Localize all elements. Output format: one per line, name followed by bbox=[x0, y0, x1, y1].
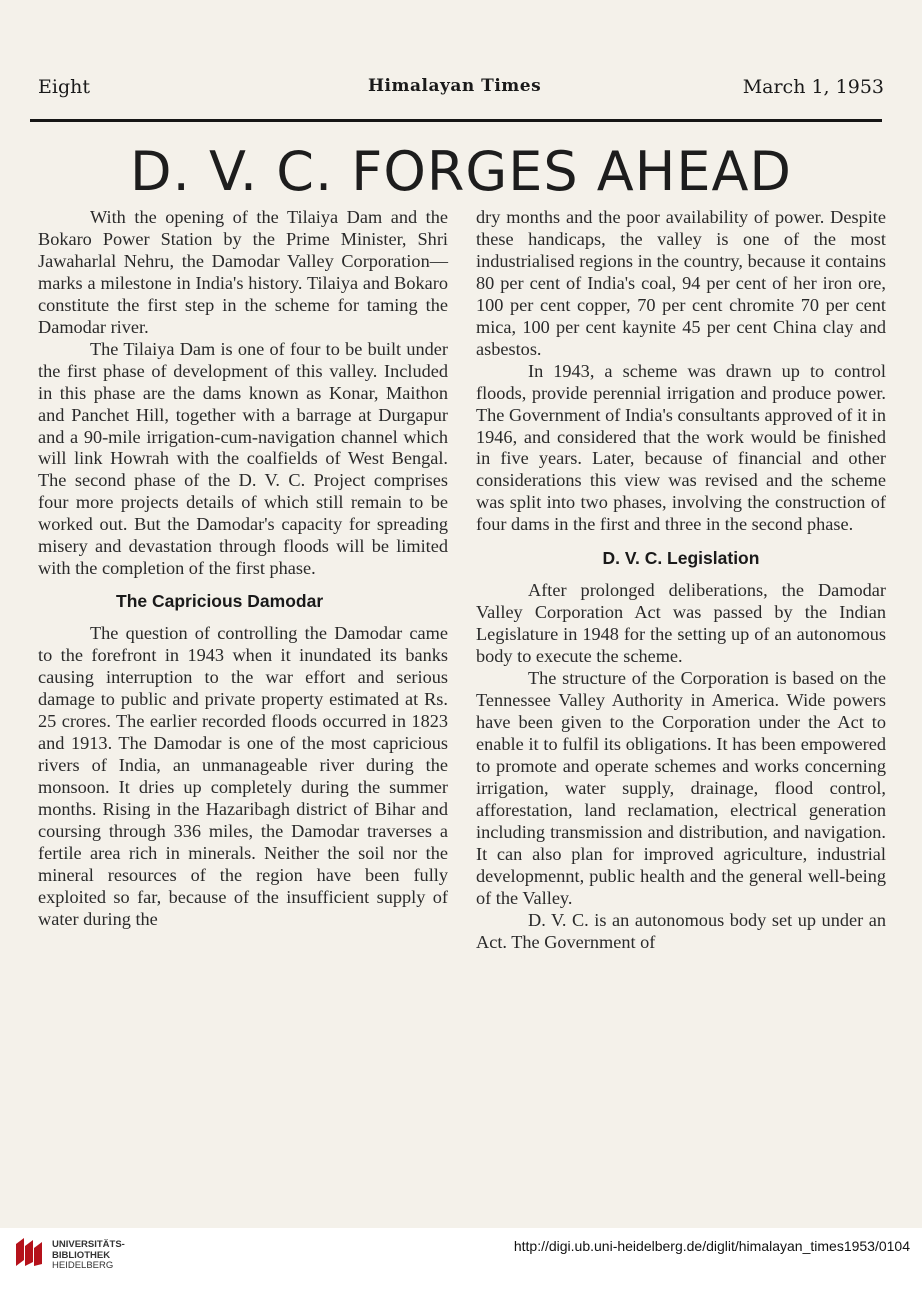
paragraph: dry months and the poor availability of power. Despite these handicaps, the valley is one of the most industrialised regions in the country, because it contains 80 per cent of India's coal, 94 per cent of her iron ore, 100 per cent copper, 70 per cent chromite 70 per cent mica, 100 per cent kaynite 45 per cent China clay and asbestos. bbox=[476, 207, 886, 359]
logo-line: UNIVERSITÄTS- bbox=[52, 1239, 125, 1250]
logo-line: HEIDELBERG bbox=[52, 1260, 114, 1271]
page-number: Eight bbox=[38, 76, 90, 98]
library-logo-text[interactable] bbox=[52, 1240, 125, 1272]
paragraph: With the opening of the Tilaiya Dam and the Bokaro Power Station by the Prime Minister, Shri Jawaharlal Nehru, the Damodar Valley Corporation—marks a milestone in India's history. Tilaiya and Bokaro constitute the first step in the scheme for taming the Damodar river. bbox=[38, 207, 448, 337]
publication-title: Himalayan Times bbox=[368, 76, 542, 96]
left-column bbox=[38, 207, 448, 931]
logo-line: BIBLIOTHEK bbox=[52, 1249, 111, 1261]
subheading-dvc-legislation: D. V. C. Legislation bbox=[602, 548, 760, 569]
paragraph: In 1943, a scheme was drawn up to control floods, provide perennial irrigation and produce power. The Government of India's consultants approved of it in 1946, and considered that the work would be finished in five years. Later, because of financial and other considerations this view was revised and the scheme was split into two phases, involving the construction of four dams in the first and three in the second phase. bbox=[476, 360, 886, 535]
paragraph: The question of controlling the Damodar came to the forefront in 1943 when it inundated its banks causing interruption to the war effort and serious damage to public and private property estimated at Rs. 25 crores. The earlier recorded floods occurred in 1823 and 1913. The Damodar is one of the most capricious rivers of India, an unmanageable river during the monsoon. It dries up completely during the summer months. Rising in the Hazaribagh district of Bihar and coursing through 336 miles, the Damodar traverses a fertile area rich in minerals. Neither the soil nor the mineral resources of the region have been fully exploited so far, because of the insufficient supply of water during the bbox=[38, 623, 448, 929]
running-head bbox=[38, 72, 884, 102]
paragraph: D. V. C. is an autonomous body set up under an Act. The Government of bbox=[476, 909, 886, 952]
issue-date: March 1, 1953 bbox=[742, 76, 884, 98]
paragraph: The structure of the Corporation is based on the Tennessee Valley Authority in America. Wide powers have been given to the Corporation under the Act to enable it to fulfil its obligations. It has been empowered to promote and operate schemes and works concerning irrigation, water supply, drainage, flood control, afforestation, land reclamation, electrical generation including transmission and distribution, and navigation. It can also plan for improved agriculture, industrial developmennt, public health and the general well-being of the Valley. bbox=[476, 668, 886, 908]
permalink-url[interactable]: http://digi.ub.uni-heidelberg.de/diglit/himalayan_times1953/0104 bbox=[513, 1238, 910, 1254]
subheading-capricious-damodar: The Capricious Damodar bbox=[116, 591, 324, 612]
paragraph: After prolonged deliberations, the Damodar Valley Corporation Act was passed by the Indian Legislature in 1948 for the setting up of an autonomous body to execute the scheme. bbox=[476, 580, 886, 667]
header-rule bbox=[30, 119, 882, 122]
paragraph: The Tilaiya Dam is one of four to be built under the first phase of development of this valley. Included in this phase are the dams known as Konar, Maithon and Panchet Hill, together with a barrage at Durgapur and a 90-mile irrigation-cum-navigation channel which will link Howrah with the coalfields of West Bengal. The second phase of the D. V. C. Project comprises four more projects details of which still remain to be worked out. But the Damodar's capacity for spreading misery and devastation through floods will be limited with the completion of the first phase. bbox=[38, 338, 448, 579]
library-logo-icon bbox=[12, 1236, 46, 1270]
article-headline: D. V. C. FORGES AHEAD bbox=[130, 140, 792, 203]
right-column bbox=[476, 207, 886, 954]
